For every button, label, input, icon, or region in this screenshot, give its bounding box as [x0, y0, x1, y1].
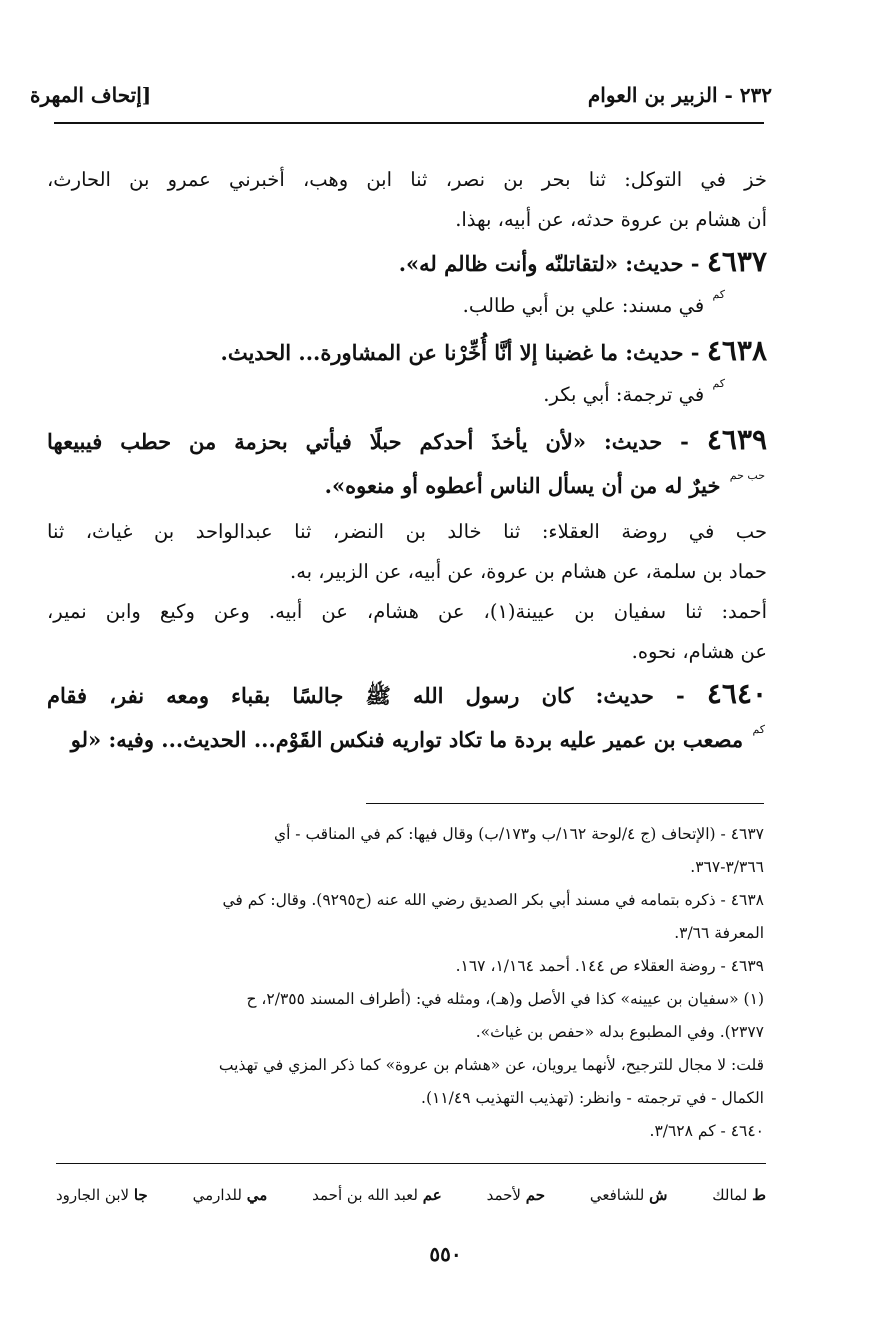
legend-item [590, 1186, 668, 1204]
footnote-line: ٢٣٧٧). وفي المطبوع بدله «حفص بن غياث». [475, 1023, 764, 1041]
footnote-line: ٤٦٣٩ - روضة العقلاء ص ١٤٤. أحمد ١/١٦٤، ١٦٧. [455, 957, 764, 975]
footnote-line: المعرفة ٣/٦٦. [674, 924, 764, 942]
legend-label: لابن الجارود [56, 1186, 130, 1204]
footnote-rule [366, 803, 764, 804]
text-line: حب في روضة العقلاء: ثنا خالد بن النضر، ثنا عبدالواحد بن غياث، ثنا [47, 520, 767, 543]
footnote-line: (١) «سفيان بن عيينه» كذا في الأصل و(هـ)، ومثله في: (أطراف المسند ٢/٣٥٥، ح [246, 990, 764, 1008]
hadith-number: ٤٦٣٩ [706, 423, 768, 456]
legend-code: ش [649, 1186, 668, 1204]
hadith-4639-continuation [47, 464, 767, 512]
footnotes [54, 818, 764, 1148]
footnote-line: ٤٦٣٧ - (الإتحاف (ج ٤/لوحة ١٦٢/ب و١٧٣/ب) وقال فيها: كم في المناقب - أي [273, 825, 764, 843]
hadith-number: ٤٦٣٨ [706, 334, 767, 367]
legend-label: للشافعي [589, 1186, 645, 1204]
hadith-text: - حديث: «لتقاتلنّه وأنت ظالم له». [398, 251, 700, 276]
running-header [30, 78, 772, 112]
hadith-text: - حديث: ما غضبنا إلا أنَّا أُخِّرْنا عن المشاورة... الحديث. [220, 340, 700, 365]
text-line: عن هشام، نحوه. [631, 640, 767, 663]
legend-rule [56, 1163, 766, 1164]
legend-code: حم [525, 1186, 545, 1204]
legend-label: لمالك [712, 1186, 748, 1204]
footnote-line: ٣/٣٦٦-٣٦٧. [690, 858, 764, 876]
hadith-4640-continuation [47, 718, 767, 766]
source-siglum: كم [752, 723, 765, 736]
legend-code: ط [752, 1186, 766, 1204]
hadith-4640-heading [47, 672, 767, 718]
header-book-title: [إتحاف المهرة [30, 83, 152, 107]
legend-item [193, 1186, 268, 1204]
legend-item [56, 1186, 148, 1204]
legend-label: لعبد الله بن أحمد [312, 1186, 418, 1204]
footnote-line: ٤٦٣٨ - ذكره بتمامه في مسند أبي بكر الصديق رضي الله عنه (ح٩٢٩٥). وقال: كم في [222, 891, 764, 909]
footnote-line: قلت: لا مجال للترجيح، لأنهما يرويان، عن «هشام بن عروة» كما ذكر المزي في تهذيب [218, 1056, 764, 1074]
source-text: في ترجمة: أبي بكر. [543, 383, 705, 406]
legend-code: مي [246, 1186, 268, 1204]
text-line: أن هشام بن عروة حدثه، عن أبيه، بهذا. [455, 208, 767, 231]
legend-item [712, 1186, 766, 1204]
hadith-number: ٤٦٤٠ [706, 677, 768, 710]
main-text [47, 160, 767, 766]
hadith-number: ٤٦٣٧ [706, 245, 767, 278]
text-line: أحمد: ثنا سفيان بن عيينة(١)، عن هشام، عن أبيه. وعن وكيع وابن نمير، [47, 600, 767, 623]
legend-label: لأحمد [486, 1186, 521, 1204]
hadith-4638-source [47, 375, 767, 418]
hadith-4637-source [47, 286, 767, 329]
hadith-text: - حديث: «لأن يأخذَ أحدكم حبلًا فيأتي بحزمة من حطب فيبيعها [47, 429, 689, 454]
header-rule [54, 122, 764, 124]
legend-label: للدارمي [192, 1186, 242, 1204]
footnote-line: ٤٦٤٠ - كم ٣/٦٢٨. [649, 1122, 764, 1140]
source-siglum: كم [712, 377, 725, 390]
hadith-4638-heading [47, 329, 767, 375]
legend-code: جا [133, 1186, 148, 1204]
abbreviation-legend [56, 1180, 766, 1210]
footnote-line: الكمال - في ترجمته - وانظر: (تهذيب التهذيب ١١/٤٩). [421, 1089, 764, 1107]
legend-item [312, 1186, 442, 1204]
legend-item [487, 1186, 545, 1204]
hadith-4639-heading [47, 418, 767, 464]
page-number: ٥٥٠ [429, 1242, 462, 1266]
hadith-text: خيرٌ له من أن يسأل الناس أعطوه أو منعوه». [324, 473, 721, 498]
source-siglum: حب حم [729, 469, 765, 482]
hadith-text: مصعب بن عمير عليه بردة ما تكاد تواريه فنكس القَوْم... الحديث... وفيه: «لو [70, 727, 744, 752]
text-line: حماد بن سلمة، عن هشام بن عروة، عن أبيه، عن الزبير، به. [290, 560, 767, 583]
legend-code: عم [422, 1186, 442, 1204]
source-siglum: كم [712, 288, 725, 301]
text-line: خز في التوكل: ثنا بحر بن نصر، ثنا ابن وهب، أخبرني عمرو بن الحارث، [47, 168, 767, 191]
header-chapter-title: ٢٣٢ - الزبير بن العوام [587, 83, 772, 107]
hadith-text: - حديث: كان رسول الله ﷺ جالسًا بقباء ومعه نفر، فقام [47, 683, 685, 708]
source-text: في مسند: علي بن أبي طالب. [462, 294, 705, 317]
hadith-4637-heading [47, 240, 767, 286]
